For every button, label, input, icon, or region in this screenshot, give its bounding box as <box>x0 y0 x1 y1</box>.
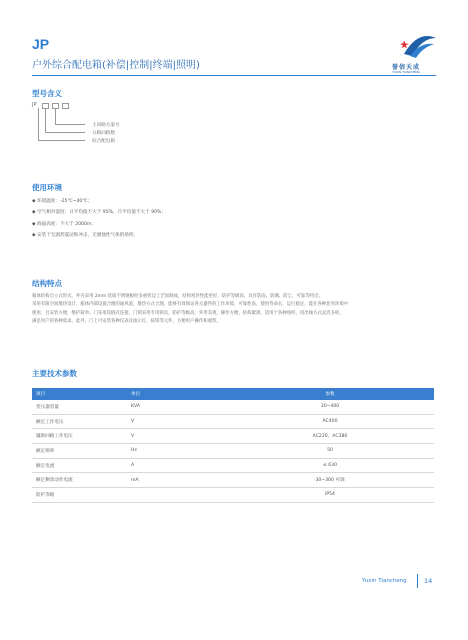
table-cell: mA <box>131 473 226 488</box>
list-item: ◆ 安装于无剧烈震动和冲击，无腐蚀性气体的场所。 <box>32 233 139 239</box>
table-header-cell: 单位 <box>131 388 226 400</box>
model-label: 主回路方案号 <box>92 123 120 128</box>
table-cell: 防护等级 <box>32 488 131 503</box>
structure-heading: 结构特点 <box>32 279 62 288</box>
table-cell: 额定频率 <box>32 444 131 459</box>
list-item: ◆ 环境温度：-25℃~40℃； <box>32 199 93 204</box>
table-header-cell: 项目 <box>32 388 131 400</box>
table-row <box>32 458 434 473</box>
table-cell: 30~300 可调 <box>226 473 434 488</box>
table-cell: 30~400 <box>226 400 434 414</box>
env-heading: 使用环境 <box>32 183 62 192</box>
params-table <box>32 388 434 503</box>
params-heading: 主要技术参数 <box>32 369 77 378</box>
table-header-row <box>32 388 434 400</box>
table-row <box>32 429 434 444</box>
table-row <box>32 473 434 488</box>
model-label: 综合配电箱 <box>92 139 115 144</box>
structure-text <box>32 293 434 327</box>
model-line <box>45 132 85 133</box>
page-title: 户外综合配电箱(补偿|控制|终端|照明) <box>32 60 200 71</box>
footer-divider <box>417 574 418 588</box>
table-cell: V <box>131 429 226 444</box>
header-code: JP <box>32 36 50 52</box>
table-row <box>32 488 434 503</box>
footer-brand: Yuxin Tiancheng <box>362 578 407 584</box>
env-list <box>32 196 166 242</box>
logo-name-cn: 誉信天成 <box>392 64 421 71</box>
model-line <box>55 108 56 124</box>
table-row <box>32 400 434 414</box>
model-box-1 <box>42 103 49 109</box>
table-header-cell: 参数 <box>226 388 434 400</box>
table-cell: V <box>131 414 226 429</box>
model-box-2 <box>52 103 59 109</box>
table-cell: A <box>131 458 226 473</box>
table-cell: Hz <box>131 444 226 459</box>
list-item: ◆ 海拔高度：不大于 2000m； <box>32 221 96 227</box>
table-cell: KVA <box>131 400 226 414</box>
page-number: 14 <box>424 577 433 585</box>
table-cell: AC400 <box>226 414 434 429</box>
structure-line: 箱体结构自立式形式，外壳采用 2mm 优质不锈钢板经多重折边工艺加制成，结构密封性能更好、防护等级高，具有防雨、防潮、防尘、可靠等特点； <box>32 294 323 299</box>
table-cell: 辅助回路工作电压 <box>32 429 131 444</box>
table-row <box>32 414 434 429</box>
table-cell <box>131 488 226 503</box>
header-rule <box>32 75 436 76</box>
table-cell: 额定剩余动作电流 <box>32 473 131 488</box>
list-item: ◆ 空气相对湿度：日平均值不大于 95%，月平均值不大于 90%； <box>32 210 166 216</box>
table-cell: AC220、AC380 <box>226 429 434 444</box>
table-cell: 变压器容量 <box>32 400 131 414</box>
logo-name-en: YUXIN TIANCHENG <box>392 70 420 74</box>
table-cell: 额定工作电压 <box>32 414 131 429</box>
structure-line: 使用，且安装方便，维护简单。门采用铰链式连接，门锁采用专用锁具，防护等级高，外形美观，操作方便，结构紧凑，适用于各种场所，进出线方式灵活多样， <box>32 310 344 316</box>
table-cell: 额定电流 <box>32 458 131 473</box>
table-cell: 50 <box>226 444 434 459</box>
model-line <box>55 124 85 125</box>
model-line <box>45 108 46 132</box>
model-code: JP <box>32 102 37 108</box>
model-line <box>38 140 85 141</box>
table-row <box>32 444 434 459</box>
structure-line: 采用有限空间散热设计，箱体内部设置合理的通风道，散热方式合理，能够有效保证各元器件的工作环境，可靠性高，使用寿命长，运行稳定，能在各种恶劣环境中 <box>32 302 349 308</box>
model-label: 分路回路数 <box>92 131 115 136</box>
table-cell: IP54 <box>226 488 434 503</box>
table-cell: ≤ 630 <box>226 458 434 473</box>
structure-line: 满足用户的各种需求。此外，门上可安装各种仪表及指示灯、按钮等元件，方便用户操作和观察。 <box>32 319 221 325</box>
model-heading: 型号含义 <box>32 89 62 98</box>
model-line <box>38 108 39 140</box>
model-box-3 <box>62 103 69 109</box>
